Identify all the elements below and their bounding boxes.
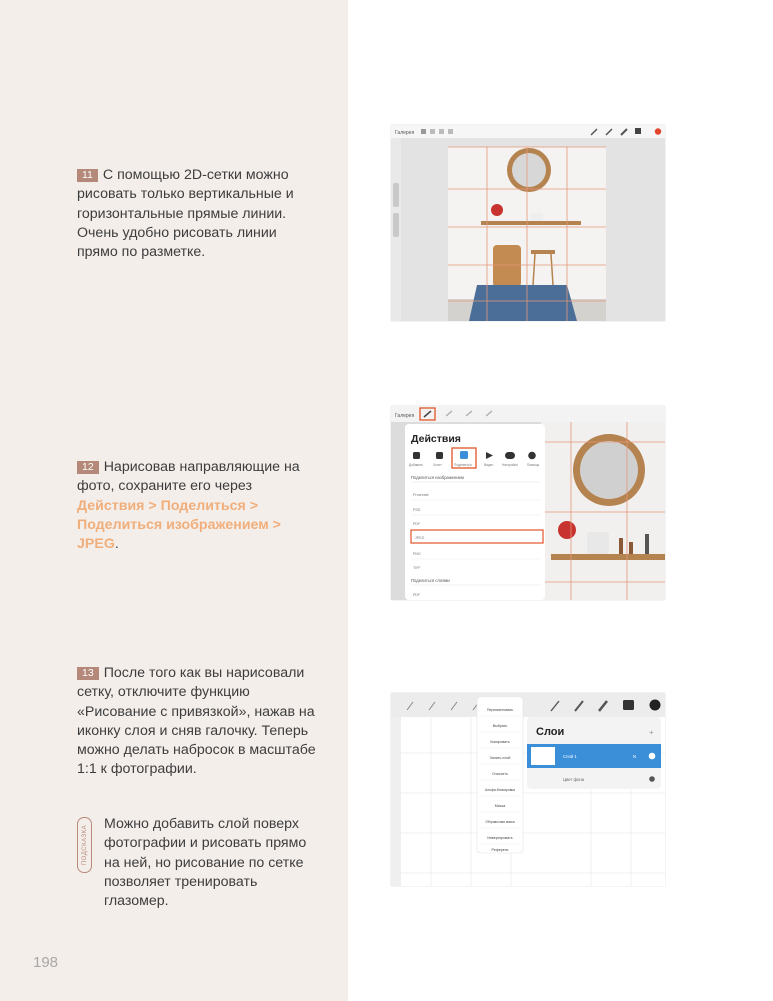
step-11 [77, 166, 317, 262]
wrench-icon[interactable] [421, 129, 426, 134]
actions-title: Действия [411, 433, 461, 445]
procreate-canvas-grid [391, 125, 665, 321]
menu-mask[interactable]: Маска [494, 804, 506, 808]
select-icon[interactable] [439, 129, 444, 134]
tip-label-text: ПОДСКАЗКА [81, 824, 88, 866]
menu-copy[interactable]: Копировать [490, 740, 510, 744]
page-number: 198 [33, 954, 59, 971]
screenshot-grid-drawing [391, 125, 665, 321]
step-number-badge: 13 [77, 667, 99, 680]
menu-reference[interactable]: Референс [491, 848, 509, 852]
settings-tab-icon[interactable] [505, 452, 515, 459]
flowers [491, 204, 503, 216]
wooden-shelf [551, 554, 665, 560]
transform-icon[interactable] [448, 129, 453, 134]
format-psd[interactable]: PSD [413, 508, 421, 512]
menu-invert[interactable]: Инвертировать [487, 836, 513, 840]
add-tab-icon[interactable] [413, 452, 420, 459]
format-procreate[interactable]: Procreate [413, 493, 429, 497]
step-text: После того как вы нарисовали сетку, отключите функцию «Рисование с привязкой», нажав на иконку слоя и сняв галочку. Теперь можно делать набросок в масштабе 1:1 к фотографии. [77, 665, 316, 778]
gallery-label[interactable]: Галерея [395, 413, 415, 419]
step-13 [77, 664, 317, 780]
format-pdf[interactable]: PDF [413, 522, 421, 526]
tip-label [77, 817, 92, 873]
screenshot-actions-menu [391, 406, 665, 600]
layer-name[interactable]: Слой 1 [563, 754, 577, 759]
wooden-shelf [481, 221, 581, 225]
blue-rug [469, 285, 577, 321]
tab-label-video[interactable]: Видео [484, 463, 494, 467]
menu-path-highlight: Действия > Поделиться > Поделиться изображением > JPEG [77, 497, 281, 553]
step-text: С помощью 2D-сетки можно рисовать только вертикальные и горизонтальные прямые линии. Очень удобно рисовать линии прямо по разметке. [77, 167, 294, 261]
side-toolbar [391, 717, 401, 886]
layers-title: Слои [536, 726, 565, 738]
layers-icon[interactable] [623, 700, 634, 710]
opacity-slider[interactable] [393, 213, 399, 237]
color-swatch-icon[interactable] [655, 128, 661, 134]
tab-label-settings[interactable]: Настройки [502, 463, 518, 467]
color-swatch-icon[interactable] [650, 700, 661, 711]
procreate-actions-ui [391, 406, 665, 600]
background-color-name[interactable]: Цвет фона [563, 777, 584, 782]
adjust-icon[interactable] [430, 129, 435, 134]
layers-format-pdf[interactable]: PDF [413, 593, 421, 597]
tab-label-canvas[interactable]: Холст [433, 463, 442, 467]
brush-size-slider[interactable] [393, 183, 399, 207]
step-number-badge: 12 [77, 461, 99, 474]
menu-clipping-mask[interactable]: Обтравочная маска [485, 820, 515, 824]
step-12 [77, 458, 317, 554]
share-image-section: Поделиться изображением [411, 475, 464, 480]
add-layer-icon[interactable]: + [649, 728, 654, 737]
step-text: Нарисовав направляющие на фото, сохраните его через [77, 459, 300, 495]
menu-select[interactable]: Выбрать [492, 724, 508, 728]
procreate-layers-ui [391, 693, 665, 886]
share-layers-section: Поделиться слоями [411, 578, 450, 583]
menu-rename[interactable]: Переименовать [486, 708, 514, 712]
flowers [558, 521, 576, 539]
blend-mode-icon[interactable]: N [633, 754, 637, 759]
tab-label-add[interactable]: Добавить [409, 463, 424, 467]
format-png[interactable]: PNG [413, 552, 421, 556]
actions-panel [405, 424, 545, 600]
help-tab-icon[interactable] [528, 452, 536, 460]
menu-fill-layer[interactable]: Залить слой [489, 756, 511, 760]
screenshot-layers-menu [391, 693, 665, 886]
format-tiff[interactable]: TIFF [413, 566, 421, 570]
gallery-label[interactable]: Галерея [395, 130, 415, 136]
menu-alpha-lock[interactable]: Альфа-блокировка [485, 788, 515, 792]
tip-text: Можно добавить слой поверх фотографии и рисовать прямо на ней, но рисование по сетке позволяет тренировать глазомер. [104, 816, 307, 910]
layer-visibility-checkbox[interactable] [649, 753, 656, 760]
layer-thumbnail[interactable] [531, 747, 555, 765]
step-number-badge: 11 [77, 169, 98, 182]
share-tab-icon[interactable] [460, 451, 468, 459]
menu-clear[interactable]: Очистить [492, 772, 508, 776]
step-text-end: . [114, 536, 119, 553]
background-visibility-checkbox[interactable] [649, 776, 655, 782]
layers-icon[interactable] [635, 128, 641, 134]
stool [493, 245, 521, 287]
format-jpeg[interactable]: JPEG [415, 536, 425, 540]
canvas-tab-icon[interactable] [436, 452, 443, 459]
tab-label-share[interactable]: Поделиться [454, 463, 472, 467]
tab-label-help[interactable]: Помощь [527, 463, 540, 467]
